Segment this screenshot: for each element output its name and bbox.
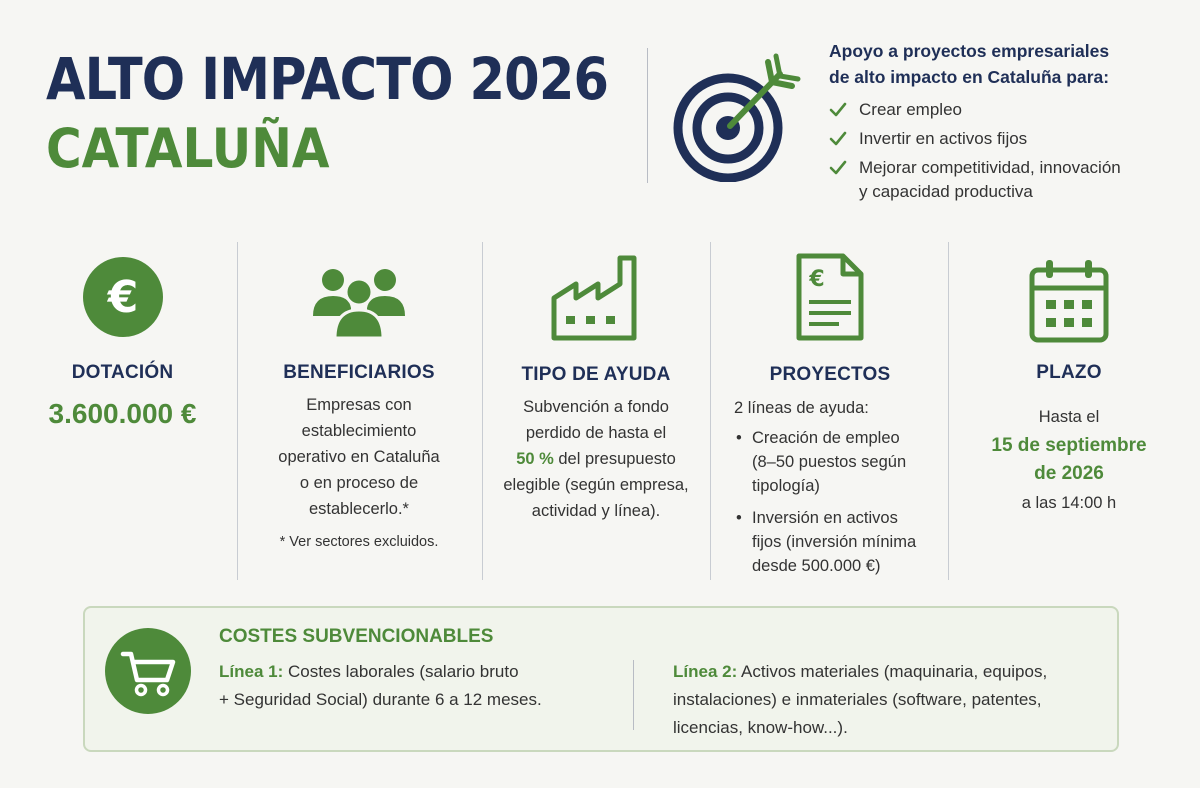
intro-list	[829, 98, 1169, 204]
tipo-percent: 50 %	[516, 450, 554, 468]
intro-heading-2: de alto impacto en Cataluña para:	[829, 67, 1110, 87]
intro-item-text-cont: y capacidad productiva	[859, 182, 1033, 201]
page-subtitle: CATALUÑA	[46, 117, 330, 180]
check-icon	[829, 102, 847, 118]
line2-text-cont: licencias, know-how...).	[673, 718, 848, 737]
proyectos-bullet-line: fijos (inversión mínima	[752, 533, 917, 551]
intro-item	[829, 156, 1169, 204]
proyectos-bullet-line: tipología)	[752, 477, 820, 495]
svg-text:€: €	[809, 267, 825, 292]
beneficiarios-text	[244, 392, 474, 522]
costs-line2	[673, 658, 1093, 742]
plazo-time: a las 14:00 h	[1021, 494, 1117, 512]
check-icon	[829, 131, 847, 147]
intro-heading-1: Apoyo a proyectos empresariales	[829, 41, 1110, 61]
cart-badge	[105, 628, 191, 714]
cart-icon	[105, 628, 191, 714]
intro	[829, 38, 1169, 209]
line2-text: Activos materiales (maquinaria, equipos,	[737, 662, 1048, 681]
proyectos-bullet	[734, 426, 940, 498]
proyectos-list	[720, 426, 940, 578]
beneficiarios-line: Empresas con	[306, 396, 412, 414]
dotacion-title: DOTACIÓN	[71, 362, 174, 383]
target-icon	[672, 52, 804, 182]
tipo-text	[490, 394, 702, 524]
column-divider	[710, 242, 711, 580]
dotacion-amount: 3.600.000 €	[48, 398, 197, 429]
proyectos-bullet-line: • Inversión en activos	[752, 509, 898, 527]
tipo-title: TIPO DE AYUDA	[521, 364, 671, 385]
line2-text-cont: instalaciones) e inmateriales (software, patentes,	[673, 690, 1042, 709]
check-icon	[829, 160, 847, 176]
calendar-icon	[1028, 258, 1110, 344]
people-icon	[311, 264, 407, 340]
intro-item-text: Invertir en activos fijos	[859, 129, 1028, 148]
proyectos-bullet-line: (8–50 puestos según	[752, 453, 907, 471]
tipo-line: perdido de hasta el	[525, 424, 667, 442]
intro-item-text: Crear empleo	[859, 100, 962, 119]
line2-label: Línea 2:	[673, 662, 738, 681]
tipo-line: Subvención a fondo	[523, 398, 669, 416]
title-block	[46, 45, 685, 180]
tipo-line	[490, 446, 702, 472]
page-title: ALTO IMPACTO 2026	[46, 45, 609, 113]
beneficiarios-note: * Ver sectores excluidos.	[279, 534, 439, 550]
costs-box	[83, 606, 1119, 752]
factory-icon	[550, 252, 642, 344]
proyectos-title: PROYECTOS	[769, 364, 891, 385]
plazo-title: PLAZO	[1036, 362, 1102, 383]
intro-item-text: Mejorar competitividad, innovación	[859, 158, 1121, 177]
euro-coin-icon	[82, 256, 164, 338]
beneficiarios-line: operativo en Cataluña	[278, 448, 440, 466]
proyectos-intro: 2 líneas de ayuda:	[734, 399, 869, 417]
column-divider	[237, 242, 238, 580]
line1-text-cont: + Seguridad Social) durante 6 a 12 meses.	[219, 690, 542, 709]
line1-label: Línea 1:	[219, 662, 284, 681]
tipo-line: actividad y línea).	[531, 502, 661, 520]
column-plazo	[958, 252, 1180, 516]
tipo-line: elegible (según empresa,	[503, 476, 689, 494]
beneficiarios-line: establecerlo.*	[309, 500, 409, 518]
proyectos-bullet-line: • Creación de empleo	[752, 429, 900, 447]
column-dotacion	[20, 252, 225, 430]
intro-item	[829, 127, 1169, 151]
costs-divider	[633, 660, 634, 730]
line1-text: Costes laborales (salario bruto	[283, 662, 519, 681]
beneficiarios-line: establecimiento	[301, 422, 417, 440]
proyectos-bullet-line: desde 500.000 €)	[752, 557, 881, 575]
svg-text:€: €	[107, 272, 138, 323]
beneficiarios-line: o en proceso de	[299, 474, 419, 492]
plazo-date2: de 2026	[1034, 463, 1104, 484]
column-beneficiarios	[244, 252, 474, 550]
costs-line1	[219, 658, 599, 714]
proyectos-bullet	[734, 506, 940, 578]
header-divider	[647, 48, 648, 183]
intro-item	[829, 98, 1169, 122]
column-proyectos	[720, 252, 940, 578]
plazo-line1: Hasta el	[1038, 408, 1100, 426]
column-tipo	[490, 252, 702, 524]
column-divider	[948, 242, 949, 580]
beneficiarios-title: BENEFICIARIOS	[283, 362, 435, 383]
plazo-date1: 15 de septiembre	[991, 435, 1147, 456]
tipo-line-rest: del presupuesto	[553, 450, 676, 468]
document-euro-icon	[795, 252, 865, 342]
column-divider	[482, 242, 483, 580]
costs-title: COSTES SUBVENCIONABLES	[219, 626, 494, 647]
